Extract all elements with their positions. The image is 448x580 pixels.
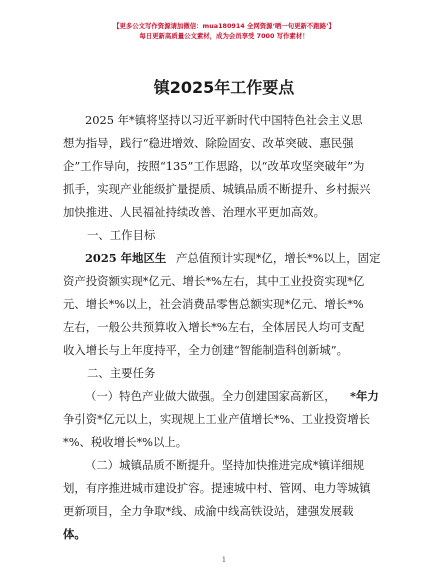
- task-1-bold-tail: *年力: [350, 389, 379, 403]
- task-1-line-2: 争引资*亿元以上，实现规上工业产值增长*%、工业投资增长: [63, 412, 370, 426]
- task-1-line-3: *%、税收增长*%以上。: [63, 435, 188, 449]
- promo-banner-line-2: 每日更新高质量公文素材，成为会员享受 7000 写作素材！: [139, 32, 309, 40]
- section-1-line-1: 产总值预计实现*亿，增长*%以上，固定: [176, 251, 381, 265]
- intro-line-4: 抓手，实现产业能级扩量提质、城镇品质不断提升、乡村振兴: [63, 182, 371, 196]
- section-1-line-2: 资产投资额实现*亿元、增长*%左右，其中工业投资实现*亿: [63, 274, 365, 288]
- task-2-line-3: 更新项目，全力争取*线、成渝中线高铁设站，建强发展载: [63, 504, 354, 518]
- section-1-line-4: 左右，一般公共预算收入增长*%左右，全体居民人均可支配: [63, 320, 365, 334]
- intro-line-3: 企”工作导向，按照“135”工作思路，以“改革攻坚突破年”为: [63, 159, 365, 173]
- task-2-line-2: 划，有序推进城市建设扩容。提速城中村、管网、电力等城镇: [63, 481, 371, 495]
- section-2-heading: 二、主要任务: [87, 366, 156, 380]
- section-1-heading: 一、工作目标: [87, 228, 156, 242]
- page-number: 1: [221, 556, 227, 564]
- task-2-line-1: （二）城镇品质不断提升。坚持加快推进完成*镇详细规: [85, 458, 365, 472]
- section-1-lead: 2025 年地区生: [85, 251, 167, 265]
- task-2-line-4: 体。: [63, 527, 86, 541]
- section-1-line-5: 收入增长与上年度持平，全力创建“智能制造科创新城”。: [63, 343, 349, 357]
- promo-banner-line-1: 【更多公文写作资源请加微信：mua180914 全网资源‘晒一句更新不跑路’】: [113, 22, 335, 30]
- intro-line-5: 加快推进、人民福祉持续改善、治理水平更加高效。: [63, 205, 325, 219]
- task-1-line-1: （一）特色产业做大做强。全力创建国家高新区，: [85, 389, 336, 403]
- document-title: 镇2025年工作要点: [153, 78, 295, 97]
- intro-line-2: 想为指导，践行“稳进增效、除险固安、改革突破、惠民强: [63, 136, 354, 150]
- intro-line-1: 2025 年*镇将坚持以习近平新时代中国特色社会主义思: [85, 113, 363, 127]
- section-1-line-3: 元、增长*%以上，社会消费品零售总额实现*亿元、增长*%: [63, 297, 364, 311]
